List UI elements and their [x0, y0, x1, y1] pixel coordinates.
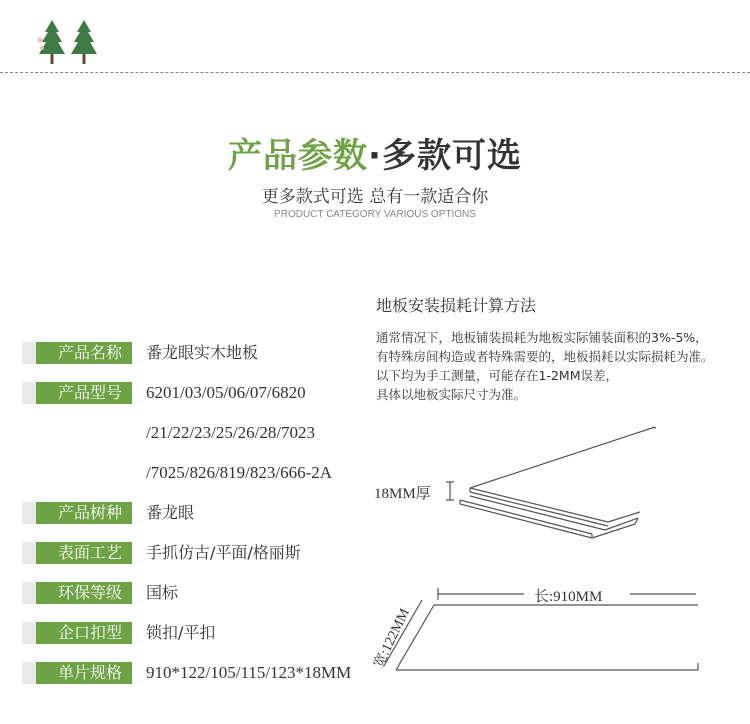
spec-value-species: 番龙眼 [146, 503, 195, 522]
spec-label-model: 产品型号 [22, 382, 132, 404]
pine-trees-icon [34, 18, 104, 70]
spec-label-size: 单片规格 [22, 662, 132, 684]
spec-value-model-1: 6201/03/05/06/07/6820 [146, 383, 306, 402]
spec-value-model-3: /7025/826/819/823/666-2A [146, 463, 333, 482]
floor-board-diagram [360, 420, 750, 720]
spec-value-size: 910*122/105/115/123*18MM [146, 663, 352, 682]
calc-line-3: 以下均为手工测量，可能存在1-2MM误差， [376, 368, 618, 383]
spec-value-name: 番龙眼实木地板 [146, 343, 259, 362]
spec-label-surface: 表面工艺 [22, 542, 132, 564]
spec-value-lock: 锁扣/平扣 [146, 623, 216, 642]
spec-value-env: 国标 [146, 583, 179, 602]
title-green: 产品参数 [228, 136, 369, 176]
calc-title: 地板安装损耗计算方法 [376, 296, 537, 315]
plank-front-edge [470, 488, 608, 522]
calc-line-4: 具体以地板实际尺寸为准。 [376, 387, 527, 402]
spec-value-model-2: /21/22/23/25/26/28/7023 [146, 423, 316, 442]
subtitle-cn: 更多款式可选 总有一款适合你 [261, 187, 489, 207]
length-label: 长:910MM [534, 589, 603, 605]
subtitle-en: PRODUCT CATEGORY VARIOUS OPTIONS [274, 209, 476, 220]
calc-text [376, 328, 746, 404]
plank-top-edge [470, 427, 655, 488]
spec-label-env: 环保等级 [22, 582, 132, 604]
spec-label-name: 产品名称 [22, 342, 132, 364]
calc-line-1: 通常情况下，地板铺装损耗为地板实际铺装面积的3%-5%， [376, 330, 708, 345]
spec-value-surface: 手抓仿古/平面/格丽斯 [146, 543, 301, 562]
title-dark: 多款可选 [381, 136, 522, 176]
width-label: 宽:122MM [371, 606, 414, 671]
dashed-divider [0, 72, 750, 73]
spec-label-species: 产品树种 [22, 502, 132, 524]
calc-line-2: 有特殊房间构造或者特殊需要的，地板损耗以实际损耗为准。 [376, 349, 714, 364]
spec-label-lock: 企口扣型 [22, 622, 132, 644]
thickness-label: 18MM厚 [374, 486, 431, 502]
title-separator: · [368, 136, 382, 176]
page-title [0, 128, 750, 177]
